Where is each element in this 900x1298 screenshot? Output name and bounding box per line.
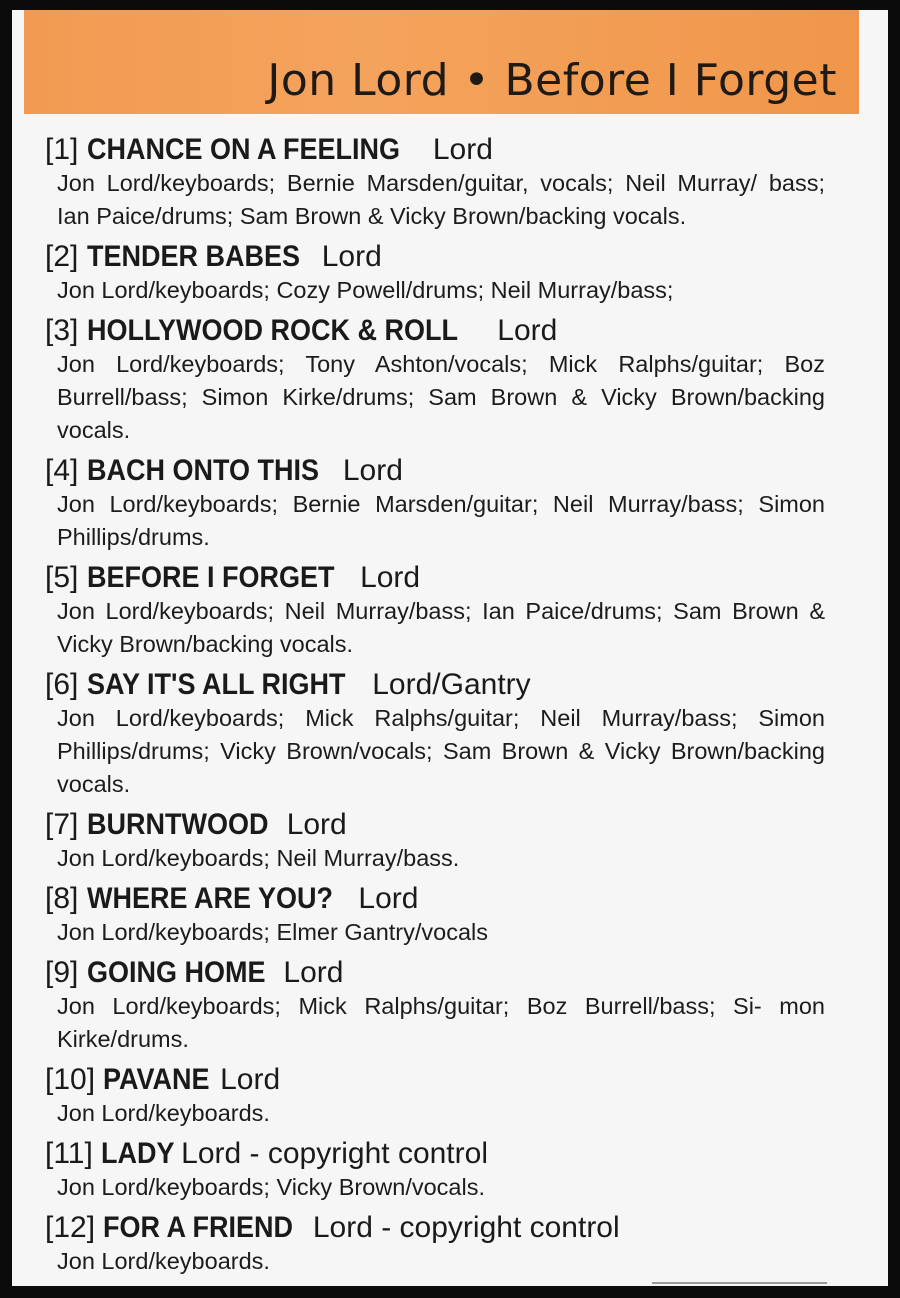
track-heading — [45, 667, 825, 702]
track-heading — [45, 881, 825, 916]
track-personnel: Jon Lord/keyboards; Bernie Marsden/guitar; Neil Murray/bass; Simon Phillips/drums. — [57, 491, 825, 550]
track-personnel: Jon Lord/keyboards; Mick Ralphs/guitar; Neil Murray/bass; Simon Phillips/drums; Vicky Brown/vocals; Sam Brown & Vicky Brown/backing vocals. — [57, 705, 825, 797]
album-title: Jon Lord • Before I Forget — [267, 55, 837, 106]
track-number: [9] — [45, 956, 79, 989]
track-heading — [45, 955, 825, 990]
track-personnel: Jon Lord/keyboards; Neil Murray/bass. — [57, 845, 460, 871]
track-number: [7] — [45, 808, 79, 841]
track-heading — [45, 239, 825, 274]
track-writer: Lord - copyright control — [181, 1137, 488, 1170]
track-title: BEFORE I FORGET — [86, 561, 335, 594]
track-number: [4] — [45, 454, 79, 487]
track-number: [6] — [45, 668, 79, 701]
track-item — [45, 132, 825, 233]
track-heading — [45, 1210, 825, 1245]
track-item — [45, 453, 825, 554]
track-writer: Lord — [286, 808, 347, 841]
track-item — [45, 239, 825, 307]
track-writer: Lord — [321, 240, 382, 273]
track-title: CHANCE ON A FEELING — [86, 133, 400, 166]
track-writer: Lord — [360, 561, 421, 594]
track-item — [45, 313, 825, 447]
track-title: PAVANE — [103, 1063, 210, 1096]
track-heading — [45, 1136, 825, 1171]
track-personnel: Jon Lord/keyboards; Tony Ashton/vocals; Mick Ralphs/guitar; Boz Burrell/bass; Simon Kirke/drums; Sam Brown & Vicky Brown/backing vocals. — [57, 351, 825, 443]
track-heading — [45, 313, 825, 348]
track-heading — [45, 132, 825, 167]
track-number: [11] — [45, 1137, 93, 1170]
track-writer: Lord — [432, 133, 493, 166]
track-item — [45, 807, 825, 875]
track-title: LADY — [101, 1137, 175, 1170]
track-number: [8] — [45, 882, 79, 915]
track-personnel: Jon Lord/keyboards; Cozy Powell/drums; Neil Murray/bass; — [57, 277, 674, 303]
track-number: [1] — [45, 133, 79, 166]
track-writer: Lord — [497, 314, 558, 347]
track-title: HOLLYWOOD ROCK & ROLL — [86, 314, 458, 347]
track-title: BACH ONTO THIS — [86, 454, 319, 487]
track-heading — [45, 453, 825, 488]
track-personnel: Jon Lord/keyboards; Neil Murray/bass; Ian Paice/drums; Sam Brown & Vicky Brown/backing vocals. — [57, 598, 825, 657]
track-personnel: Jon Lord/keyboards; Bernie Marsden/guitar, vocals; Neil Murray/ bass; Ian Paice/drums; Sam Brown & Vicky Brown/backing vocals. — [57, 170, 825, 229]
title-banner — [24, 10, 859, 114]
track-item — [45, 1136, 825, 1204]
track-number: [10] — [45, 1063, 96, 1096]
track-number: [5] — [45, 561, 79, 594]
track-number: [2] — [45, 240, 79, 273]
track-writer: Lord — [220, 1063, 281, 1096]
track-item — [45, 1062, 825, 1130]
track-item — [45, 1210, 825, 1278]
track-heading — [45, 560, 825, 595]
track-number: [12] — [45, 1211, 96, 1244]
track-title: BURNTWOOD — [86, 808, 269, 841]
track-title: WHERE ARE YOU? — [86, 882, 333, 915]
track-title: SAY IT'S ALL RIGHT — [86, 668, 346, 701]
track-title: FOR A FRIEND — [103, 1211, 294, 1244]
track-personnel: Jon Lord/keyboards; Elmer Gantry/vocals — [57, 919, 489, 945]
track-list — [45, 132, 825, 1284]
track-item — [45, 667, 825, 801]
track-writer: Lord — [283, 956, 344, 989]
track-personnel: Jon Lord/keyboards. — [57, 1248, 270, 1274]
track-writer: Lord/Gantry — [372, 668, 531, 701]
track-personnel: Jon Lord/keyboards; Vicky Brown/vocals. — [57, 1174, 485, 1200]
track-personnel: Jon Lord/keyboards. — [57, 1100, 270, 1126]
track-personnel: Jon Lord/keyboards; Mick Ralphs/guitar; Boz Burrell/bass; Si- mon Kirke/drums. — [57, 993, 825, 1052]
track-number: [3] — [45, 314, 79, 347]
track-item — [45, 955, 825, 1056]
track-title: TENDER BABES — [86, 240, 300, 273]
track-heading — [45, 807, 825, 842]
divider-line — [652, 1282, 827, 1284]
track-item — [45, 881, 825, 949]
track-writer: Lord — [358, 882, 419, 915]
booklet-page — [12, 10, 888, 1286]
track-title: GOING HOME — [86, 956, 266, 989]
track-writer: Lord — [342, 454, 403, 487]
track-heading — [45, 1062, 825, 1097]
track-writer: Lord - copyright control — [312, 1211, 620, 1244]
track-item — [45, 560, 825, 661]
